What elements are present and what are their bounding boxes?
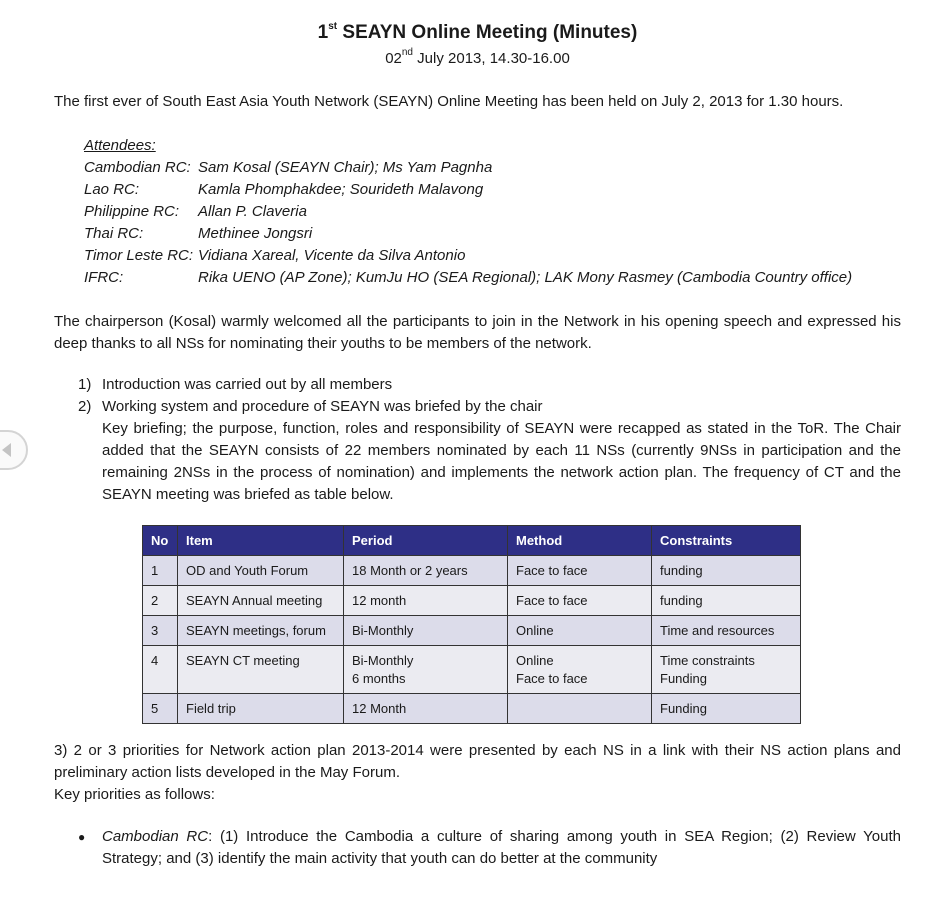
attendees-block xyxy=(84,135,852,289)
cell-method xyxy=(508,694,652,724)
table-row xyxy=(143,646,801,694)
cell-constraints-line: Time and resources xyxy=(660,623,775,638)
attendee-names: Methinee Jongsri xyxy=(198,225,313,242)
cell-constraints-line: funding xyxy=(660,593,703,608)
attendee-row xyxy=(84,157,852,179)
attendee-names: Sam Kosal (SEAYN Chair); Ms Yam Pagnha xyxy=(198,159,493,176)
cell-period xyxy=(344,556,508,586)
cell-no: 1 xyxy=(143,556,178,586)
cell-constraints xyxy=(652,646,801,694)
cell-period xyxy=(344,694,508,724)
attendee-names: Allan P. Claveria xyxy=(198,203,307,220)
list-item xyxy=(78,396,901,418)
bullet-icon: ● xyxy=(78,830,86,844)
table-header-row xyxy=(143,526,801,556)
header-item: Item xyxy=(178,526,344,556)
cell-method-line: Online xyxy=(516,623,554,638)
bullet-label: Cambodian RC xyxy=(102,828,209,845)
header-constraints: Constraints xyxy=(652,526,801,556)
item3-paragraph: 3) 2 or 3 priorities for Network action plan 2013-2014 were presented by each NS in a link with their NS action plans and preliminary action lists developed in the May Forum. xyxy=(54,742,901,781)
title-number: 1 xyxy=(317,22,329,43)
cell-no: 5 xyxy=(143,694,178,724)
cell-no: 3 xyxy=(143,616,178,646)
attendee-org: IFRC: xyxy=(84,269,124,286)
cell-period xyxy=(344,586,508,616)
list-item-text: Working system and procedure of SEAYN was briefed by the chair xyxy=(102,398,543,415)
attendee-row xyxy=(84,179,852,201)
attendee-row xyxy=(84,201,852,223)
cell-period-line: 12 month xyxy=(352,593,407,608)
table-row xyxy=(143,556,801,586)
date-ordinal-suffix: nd xyxy=(401,47,413,58)
cell-period-line: 18 Month or 2 years xyxy=(352,563,468,578)
title-ordinal-suffix: st xyxy=(328,20,338,32)
cell-period-line: 6 months xyxy=(352,671,406,686)
table-row xyxy=(143,586,801,616)
attendee-row xyxy=(84,245,852,267)
list-item-text: Introduction was carried out by all members xyxy=(102,376,393,393)
cell-method xyxy=(508,646,652,694)
attendee-names: Kamla Phomphakdee; Sourideth Malavong xyxy=(198,181,484,198)
attendee-org: Timor Leste RC: xyxy=(84,247,194,264)
cell-method-line: Face to face xyxy=(516,671,588,686)
document-title xyxy=(0,20,927,46)
cell-item: Field trip xyxy=(178,694,344,724)
cell-period xyxy=(344,616,508,646)
table-row xyxy=(143,694,801,724)
cell-method-line: Online xyxy=(516,653,554,668)
attendee-org: Lao RC: xyxy=(84,181,140,198)
cell-period xyxy=(344,646,508,694)
key-priorities-heading: Key priorities as follows: xyxy=(54,786,215,803)
header-period: Period xyxy=(344,526,508,556)
attendees-heading: Attendees: xyxy=(84,137,156,154)
attendee-names: Rika UENO (AP Zone); KumJu HO (SEA Regional); LAK Mony Rasmey (Cambodia Country office) xyxy=(198,269,853,286)
cell-constraints xyxy=(652,556,801,586)
cell-no: 4 xyxy=(143,646,178,694)
date-rest: July 2013, 14.30-16.00 xyxy=(413,50,570,67)
item2-detail: Key briefing; the purpose, function, roles and responsibility of SEAYN were recapped as stated in the ToR. The Chair added that the SEAYN consists of 22 members nominated by each 11 NSs (currently 9NSs in participation and the remaining 2NSs in the process of nomination) and implements the network action plan. The frequency of CT and the SEAYN meeting was briefed as table below. xyxy=(102,420,901,503)
previous-page-button[interactable] xyxy=(0,430,28,470)
attendee-org: Thai RC: xyxy=(84,225,144,242)
chair-paragraph: The chairperson (Kosal) warmly welcomed all the participants to join in the Network in his opening speech and expressed his deep thanks to all NSs for nominating their youths to be members of the network. xyxy=(54,313,901,352)
cell-item: OD and Youth Forum xyxy=(178,556,344,586)
cell-method-line: Face to face xyxy=(516,593,588,608)
list-item-number: 2) xyxy=(78,398,92,415)
cell-method xyxy=(508,586,652,616)
back-arrow-icon xyxy=(2,443,11,457)
title-text: SEAYN Online Meeting (Minutes) xyxy=(337,22,638,43)
cell-method xyxy=(508,616,652,646)
attendee-row xyxy=(84,223,852,245)
cell-period-line: Bi-Monthly xyxy=(352,623,414,638)
cell-item: SEAYN meetings, forum xyxy=(178,616,344,646)
header-no: No xyxy=(143,526,178,556)
cell-method xyxy=(508,556,652,586)
cell-constraints-line: funding xyxy=(660,563,703,578)
cell-constraints-line: Funding xyxy=(660,701,707,716)
bullet-text xyxy=(102,826,901,870)
cell-period-line: 12 Month xyxy=(352,701,407,716)
cell-constraints xyxy=(652,586,801,616)
meeting-date xyxy=(0,48,927,70)
cell-constraints xyxy=(652,694,801,724)
attendee-org: Cambodian RC: xyxy=(84,159,191,176)
cell-item: SEAYN Annual meeting xyxy=(178,586,344,616)
list-item-number: 1) xyxy=(78,376,92,393)
table-row xyxy=(143,616,801,646)
cell-constraints-line: Time constraints xyxy=(660,653,755,668)
attendee-org: Philippine RC: xyxy=(84,203,180,220)
cell-method-line xyxy=(516,700,643,718)
intro-paragraph: The first ever of South East Asia Youth Network (SEAYN) Online Meeting has been held on July 2, 2013 for 1.30 hours. xyxy=(54,93,844,110)
cell-method-line: Face to face xyxy=(516,563,588,578)
cell-period-line: Bi-Monthly xyxy=(352,653,414,668)
meeting-frequency-table xyxy=(142,525,801,724)
cell-item: SEAYN CT meeting xyxy=(178,646,344,694)
bullet-item xyxy=(78,826,901,870)
date-day: 02 xyxy=(385,50,402,67)
cell-no: 2 xyxy=(143,586,178,616)
bullet-body: : (1) Introduce the Cambodia a culture of sharing among youth in SEA Region; (2) Review Youth Strategy; and (3) identify the main activity that youth can do better at the community xyxy=(102,828,901,867)
list-item xyxy=(78,374,901,396)
attendee-row xyxy=(84,267,852,289)
header-method: Method xyxy=(508,526,652,556)
cell-constraints xyxy=(652,616,801,646)
attendee-names: Vidiana Xareal, Vicente da Silva Antonio xyxy=(198,247,466,264)
cell-constraints-line: Funding xyxy=(660,671,707,686)
